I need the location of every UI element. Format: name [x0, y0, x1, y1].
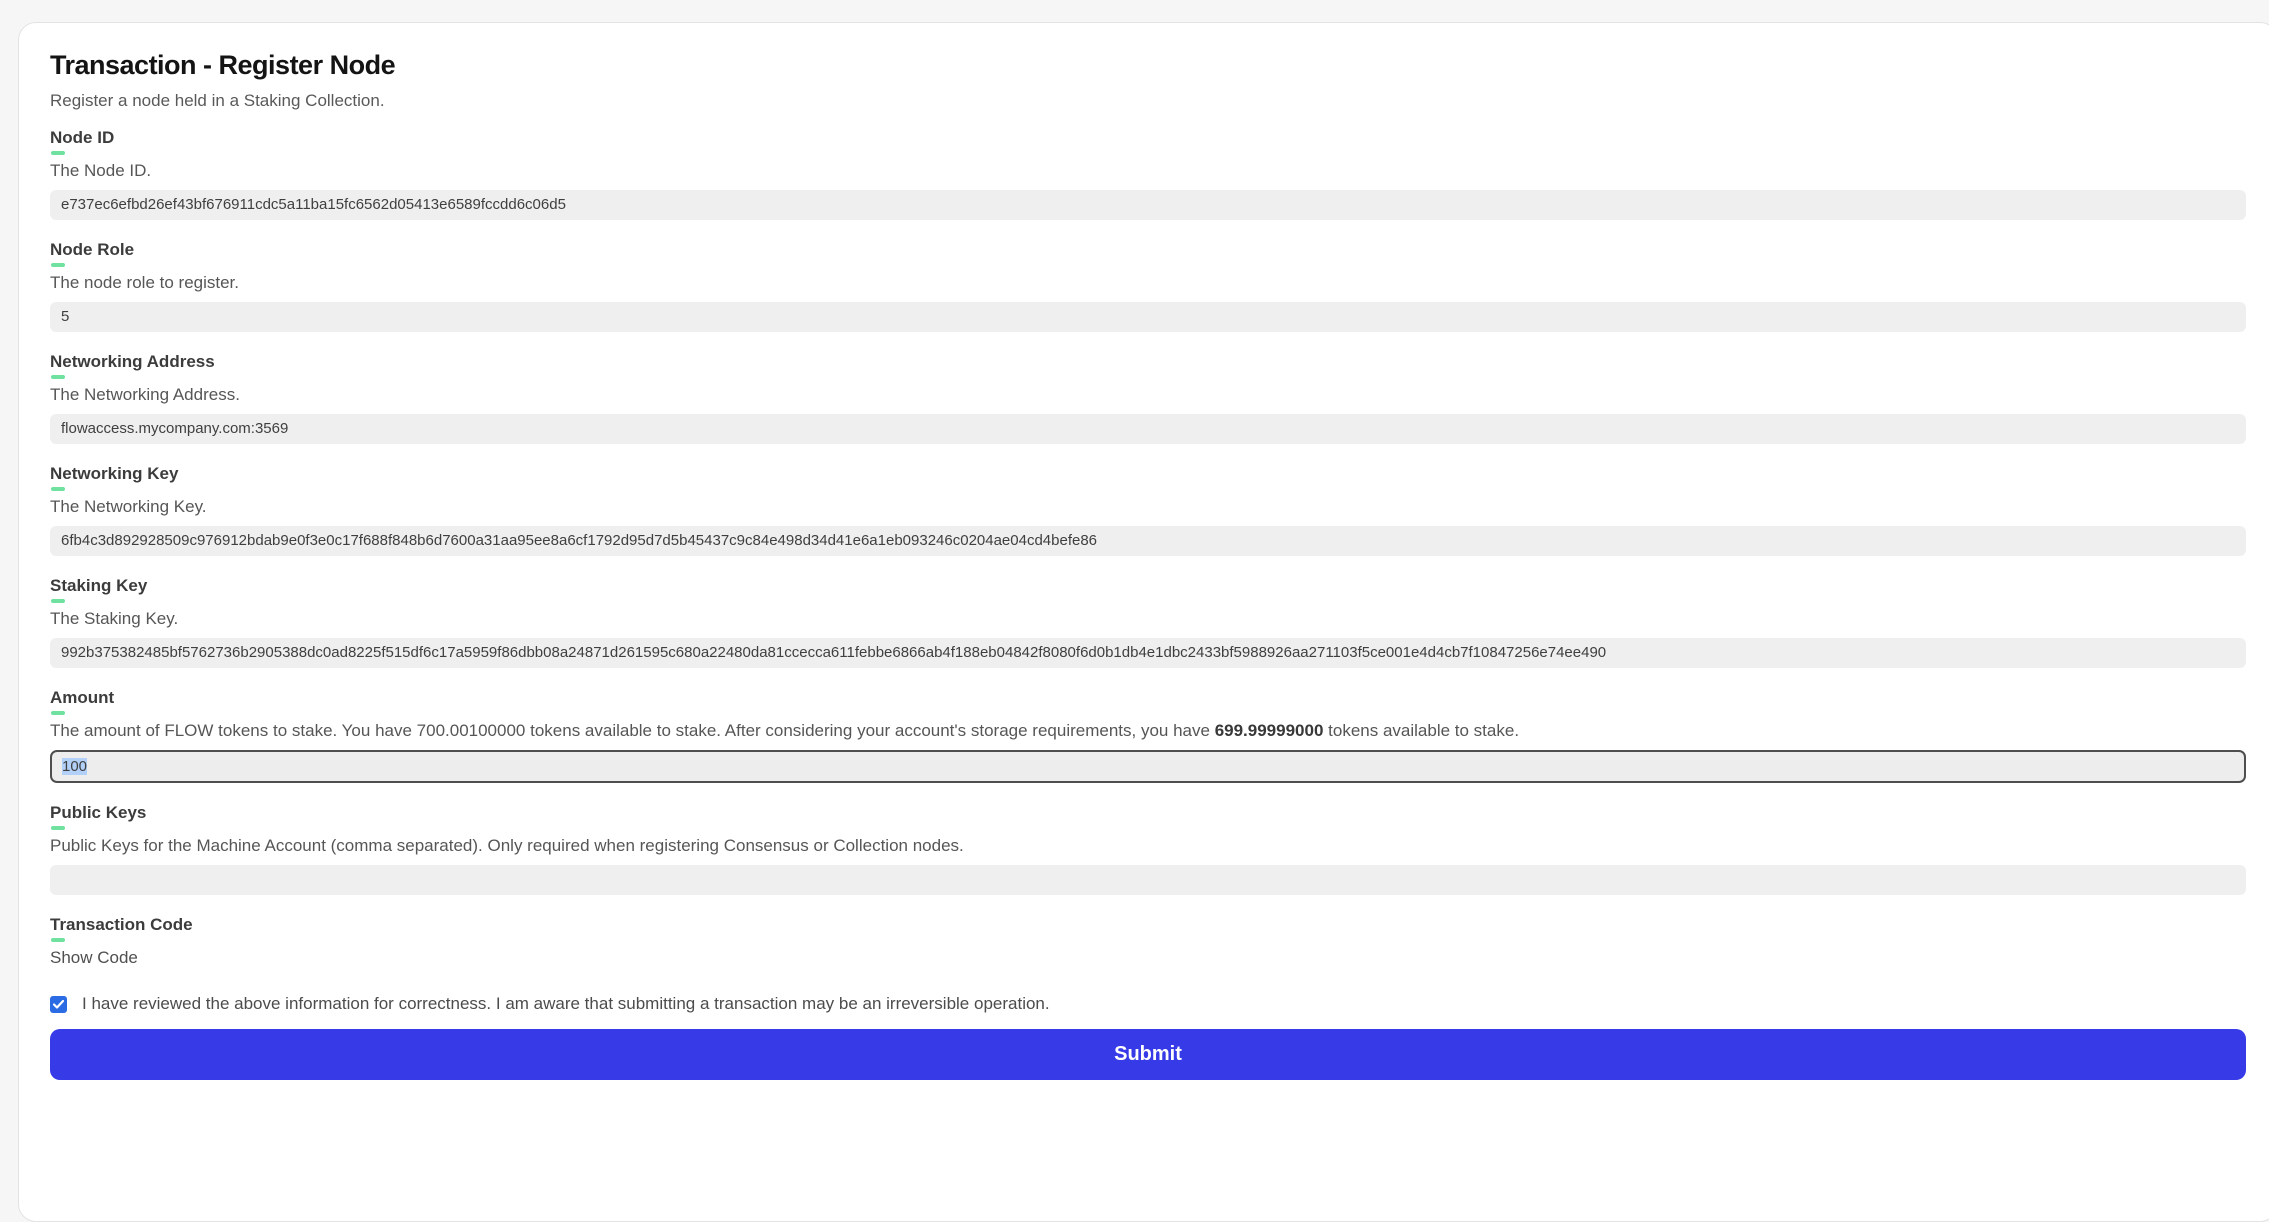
field-description: The Node ID. — [50, 161, 152, 180]
field-label: Node Role — [50, 240, 135, 259]
submit-button[interactable]: Submit — [50, 1029, 2246, 1080]
input-amount[interactable] — [50, 750, 2246, 783]
field-description: The Networking Address. — [50, 385, 240, 404]
field-node-role — [50, 240, 2246, 332]
field-label: Transaction Code — [50, 915, 193, 934]
available-tokens-value: 699.99999000 — [1214, 721, 1324, 740]
field-networking-key — [50, 464, 2246, 556]
field-description: The Networking Key. — [50, 497, 207, 516]
input-value: flowaccess.mycompany.com:3569 — [61, 420, 289, 437]
input-value: 992b375382485bf5762736b2905388dc0ad8225f515df6c17a5959f86dbb08a24871d261595c680a22480da81ccecca611febbe6866ab4f188eb04842f8080f6d0b1db4e1dbc2433bf5988926aa271103f5ce001e4d4cb7f10847256e74ee490 — [61, 644, 1607, 661]
transaction-form-card — [18, 22, 2269, 1222]
label-underline — [51, 263, 65, 267]
field-public-keys — [50, 803, 2246, 895]
show-code-toggle[interactable]: Show Code — [50, 948, 138, 967]
check-icon — [53, 1000, 64, 1009]
input-value: 6fb4c3d892928509c976912bdab9e0f3e0c17f688f848b6d7600a31aa95ee8a6cf1792d95d7d5b45437c9c84e498d34d41e6a1eb093246c0204ae04cd4befe86 — [61, 532, 1098, 549]
label-underline — [51, 487, 65, 491]
label-underline — [51, 826, 65, 830]
fields — [50, 128, 2246, 895]
field-transaction-code — [50, 915, 2246, 969]
field-label: Node ID — [50, 128, 115, 147]
input-public-keys[interactable] — [50, 865, 2246, 895]
input-staking-key[interactable] — [50, 638, 2246, 668]
field-networking-address — [50, 352, 2246, 444]
field-label: Staking Key — [50, 576, 148, 595]
input-networking-address[interactable] — [50, 414, 2246, 444]
confirmation-label: I have reviewed the above information for correctness. I am aware that submitting a transaction may be an irreversible operation. — [82, 994, 1050, 1013]
input-value: 100 — [62, 758, 88, 775]
label-underline — [51, 938, 65, 942]
field-node-id — [50, 128, 2246, 220]
label-underline — [51, 151, 65, 155]
field-label: Networking Address — [50, 352, 215, 371]
page-subtitle: Register a node held in a Staking Collection. — [50, 91, 385, 110]
field-description: The amount of FLOW tokens to stake. You have 700.00100000 tokens available to stake. After considering your account's storage requirements, you have 699.99999000 tokens available to stake. — [50, 721, 1520, 740]
field-amount — [50, 688, 2246, 783]
confirmation-checkbox[interactable] — [50, 996, 67, 1013]
field-staking-key — [50, 576, 2246, 668]
label-underline — [51, 375, 65, 379]
confirmation-row — [50, 993, 2246, 1015]
field-description: The Staking Key. — [50, 609, 179, 628]
field-label: Amount — [50, 688, 115, 707]
field-description: The node role to register. — [50, 273, 240, 292]
input-networking-key[interactable] — [50, 526, 2246, 556]
label-underline — [51, 599, 65, 603]
field-label: Public Keys — [50, 803, 147, 822]
input-node-role[interactable] — [50, 302, 2246, 332]
label-underline — [51, 711, 65, 715]
input-value: e737ec6efbd26ef43bf676911cdc5a11ba15fc6562d05413e6589fccdd6c06d5 — [61, 196, 566, 213]
field-description: Public Keys for the Machine Account (comma separated). Only required when registering Consensus or Collection nodes. — [50, 836, 964, 855]
input-value: 5 — [61, 308, 70, 325]
field-label: Networking Key — [50, 464, 179, 483]
page-title: Transaction - Register Node — [50, 50, 396, 80]
input-node-id[interactable] — [50, 190, 2246, 220]
